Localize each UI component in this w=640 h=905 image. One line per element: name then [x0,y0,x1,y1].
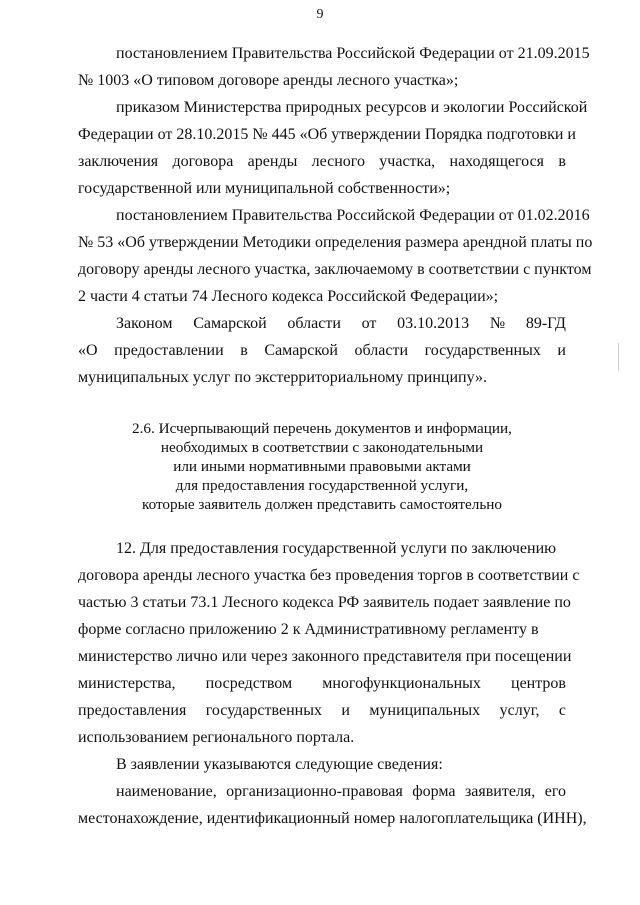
word: договора [172,153,234,170]
word: Законом [116,315,173,332]
word: и [341,702,350,719]
text-line: Федерации от 28.10.2015 № 445 «Об утверждении Порядка подготовки и [78,126,576,143]
legal-basis-list [78,40,593,391]
word: «О [78,342,98,359]
word: области [354,342,408,359]
text-line: использованием регионального портала. [78,729,355,746]
word: предоставлении [114,342,224,359]
paragraph-12 [78,535,587,832]
heading-line: или иными нормативными правовыми актами [173,458,471,475]
justified-line [78,148,566,175]
justified-line [78,697,566,724]
word: 03.10.2013 [397,315,470,332]
text-line: постановлением Правительства Российской Федерации от 21.09.2015 [116,45,590,62]
word: Самарской [264,342,338,359]
word: аренды [247,153,298,170]
heading-line: 2.6. Исчерпывающий перечень документов и информации, [132,420,512,437]
text-line: договору аренды лесного участка, заключаемому в соответствии с пунктом [78,261,592,278]
heading-line: необходимых в соответствии с законодательными [160,439,484,456]
text-line: частью 3 статьи 73.1 Лесного кодекса РФ заявитель подает заявление по [78,594,571,611]
word: многофункциональных [322,675,481,692]
word: Самарской [193,315,267,332]
text-line: министерство лично или через законного представителя при посещении [78,648,572,665]
page-number: 9 [316,7,324,22]
word: организационно-правовая [226,783,403,800]
word: с [558,702,566,719]
word: форма [412,783,456,800]
text-line: 2 части 4 статьи 74 Лесного кодекса Российской Федерации»; [78,288,499,305]
word: заключения [78,153,159,170]
word: в [240,342,248,359]
text-line: № 1003 «О типовом договоре аренды лесного участка»; [78,72,459,89]
justified-line [78,310,566,337]
word: предоставления [78,702,187,719]
word: № [489,315,506,332]
heading-line: которые заявитель должен представить самостоятельно [141,496,502,513]
text-line: № 53 «Об утверждении Методики определения размера арендной платы по [78,234,593,251]
heading-line: для предоставления государственной услуги, [175,477,469,494]
word: посредством [205,675,293,692]
word: области [287,315,341,332]
word: 89-ГД [525,315,566,332]
section-heading [78,419,566,514]
word: его [544,783,566,800]
word: заявителя, [464,783,536,800]
text-line: постановлением Правительства Российской Федерации от 01.02.2016 [116,207,590,224]
word: находящегося [449,153,545,170]
text-line: приказом Министерства природных ресурсов и экологии Российской [116,99,588,116]
text-line: местонахождение, идентификационный номер налогоплательщика (ИНН), [78,810,587,827]
word: муниципальных [369,702,481,719]
text-line: В заявлении указываются следующие сведения: [116,756,443,773]
word: наименование, [116,783,217,800]
justified-line [78,337,566,364]
text-line: муниципальных услуг по экстерриториальному принципу». [78,369,488,386]
word: в [558,153,566,170]
word: лесного [311,153,365,170]
word: от [361,315,377,332]
word: государственных [205,702,322,719]
word: участка, [379,153,436,170]
text-line: государственной или муниципальной собственности»; [78,180,451,197]
text-line: форме согласно приложению 2 к Административному регламенту в [78,621,539,638]
text-line: 12. Для предоставления государственной услуги по заключению [116,540,557,557]
scan-mark [618,343,619,371]
justified-line [78,778,566,805]
justified-line [78,670,566,697]
word: министерства, [78,675,176,692]
word: центров [511,675,566,692]
word: государственных [424,342,541,359]
word: и [557,342,566,359]
text-line: договора аренды лесного участка без проведения торгов в соответствии с [78,567,580,584]
word: услуг, [499,702,540,719]
